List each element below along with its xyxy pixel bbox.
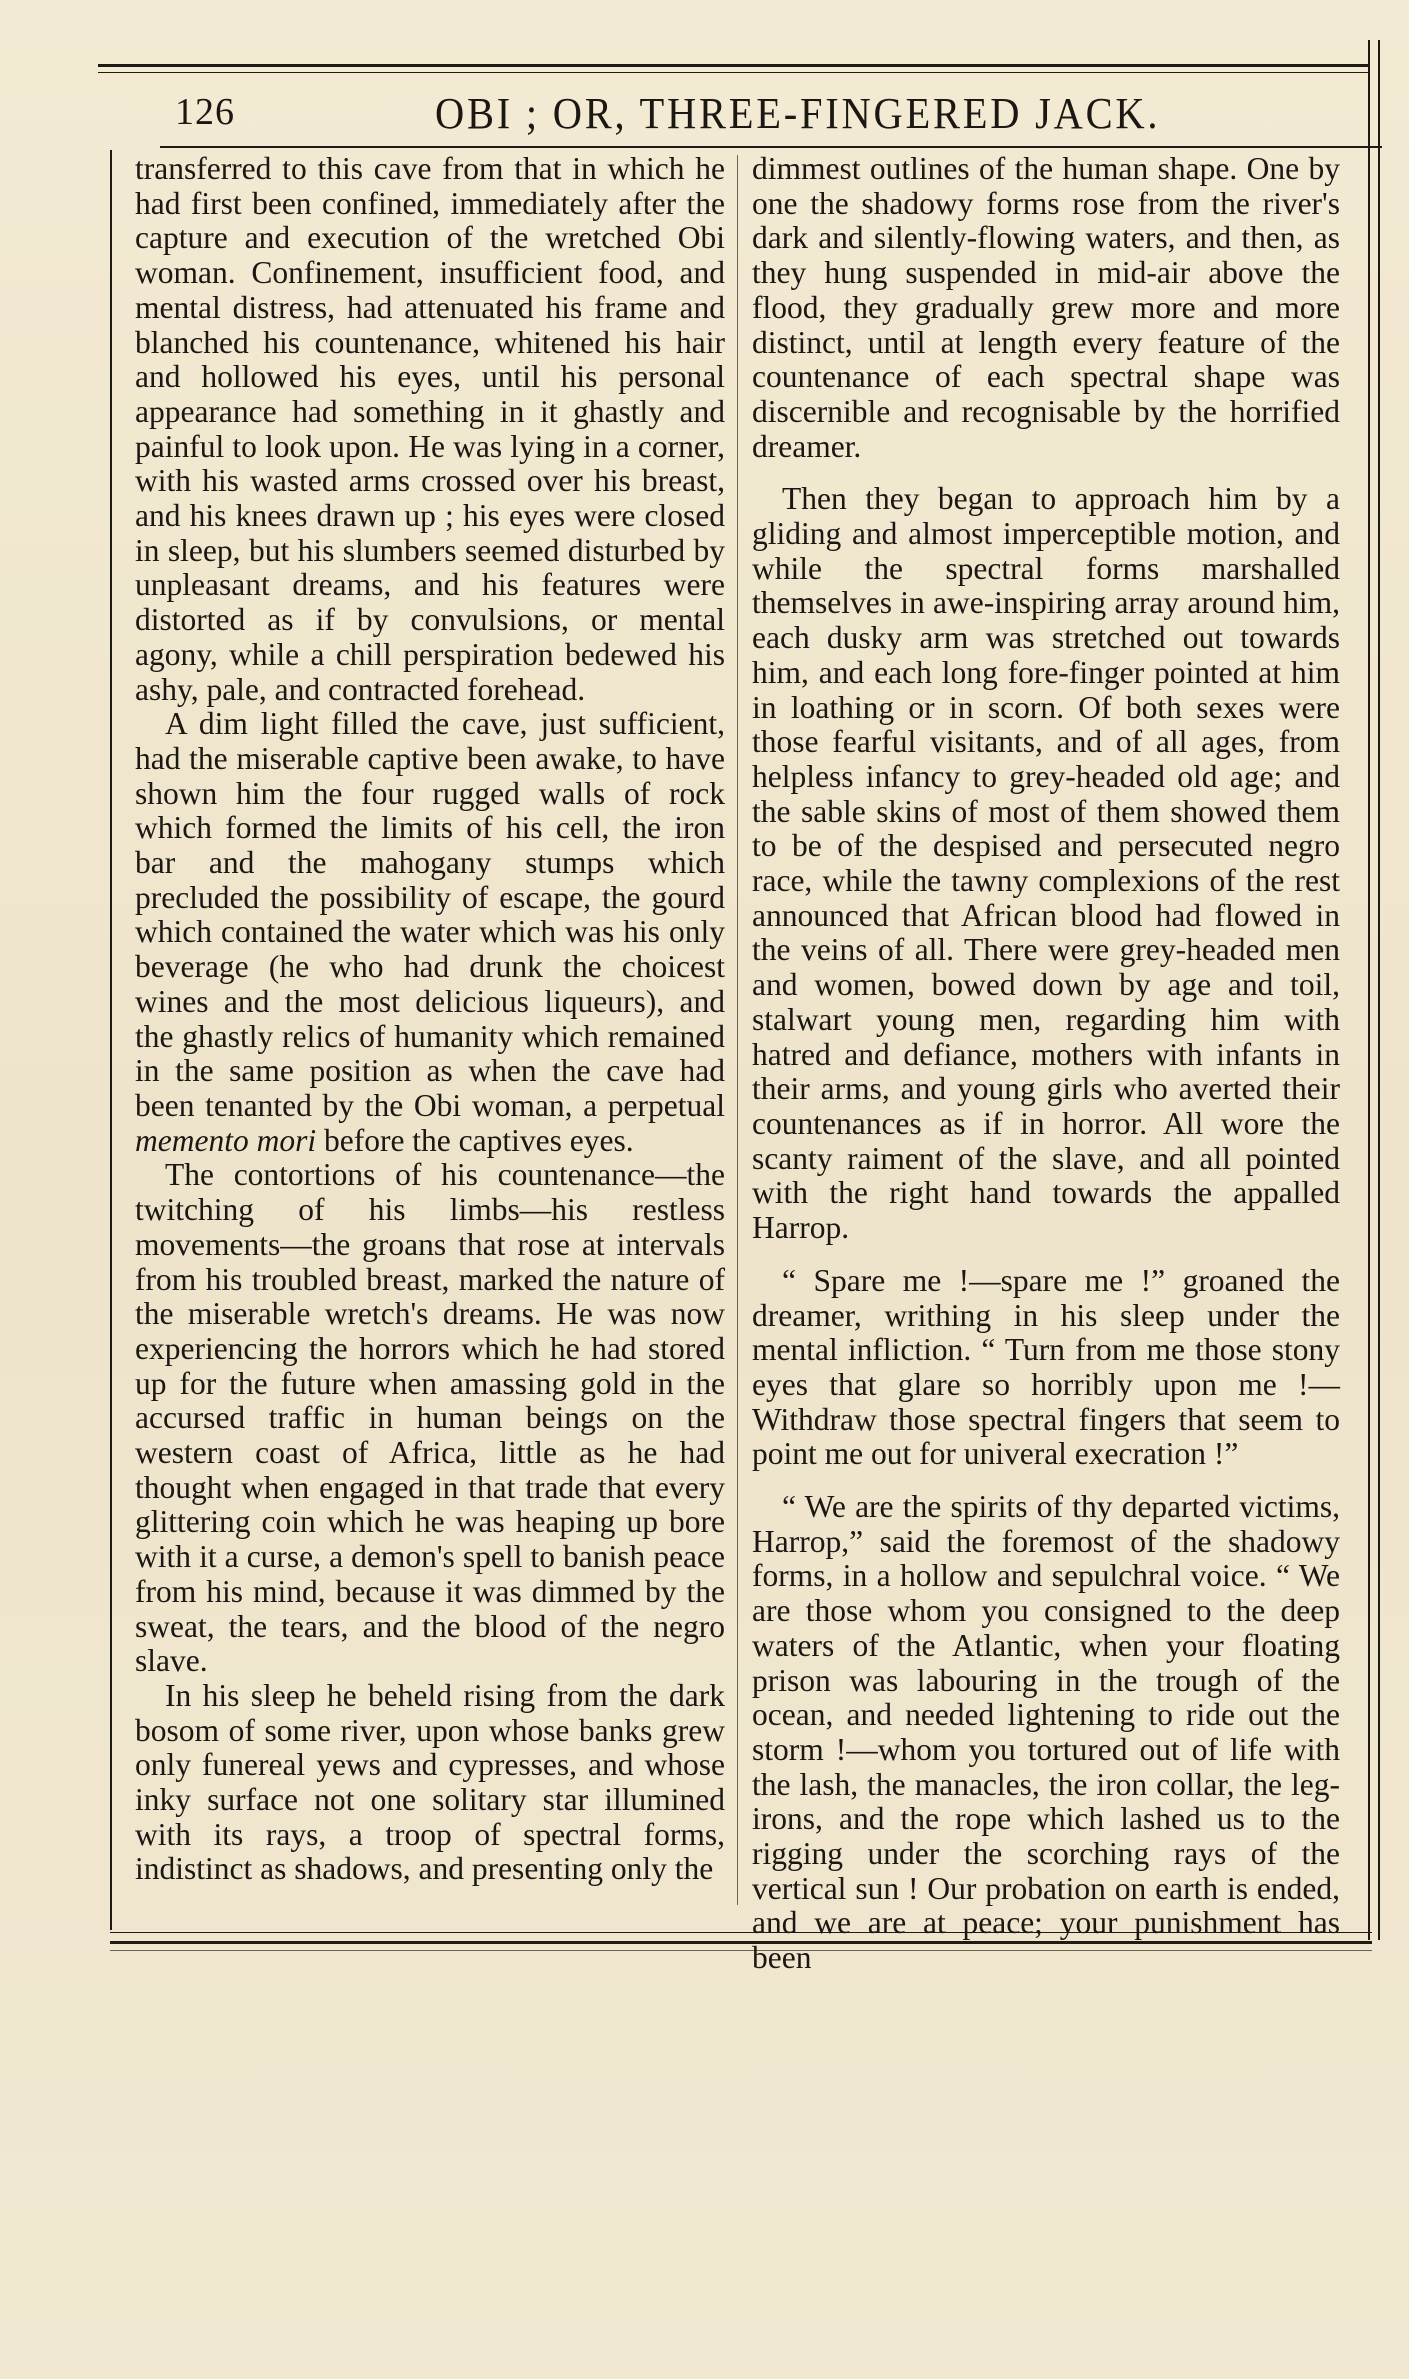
right-column bbox=[752, 152, 1340, 1976]
left-column bbox=[135, 152, 725, 1887]
left-paragraph-2-text: A dim light filled the cave, just sufficient, had the miserable captive been awake, to have shown him the four rugged walls of rock which formed the limits of his cell, the iron bar and the mahogany stumps which precluded the possibility of escape, the gourd which contained the water which was his only beverage (he who had drunk the choicest wines and the most delicious liqueurs), and the ghastly relics of humanity which remained in the same position as when the cave had been tenanted by the Obi woman, a perpetual bbox=[135, 706, 725, 1123]
left-paragraph-1: transferred to this cave from that in which he had first been confined, immediately after the capture and execution of the wretched Obi woman. Confinement, insufficient food, and mental distress, had attenuated his frame and blanched his countenance, whitened his hair and hollowed his eyes, until his personal appearance had something in it ghastly and painful to look upon. He was lying in a corner, with his wasted arms crossed over his breast, and his knees drawn up ; his eyes were closed in sleep, but his slumbers seemed disturbed by unpleasant dreams, and his features were distorted as if by convulsions, or mental agony, while a chill perspiration bedewed his ashy, pale, and contracted forehead. bbox=[135, 151, 725, 707]
running-title: OBI ; OR, THREE-FINGERED JACK. bbox=[435, 89, 1161, 138]
page-number: 126 bbox=[175, 91, 235, 133]
left-border-rule bbox=[110, 150, 112, 1930]
left-paragraph-2 bbox=[135, 707, 725, 1158]
page-header bbox=[160, 88, 1380, 148]
left-paragraph-2-end: before the captives eyes. bbox=[323, 1122, 634, 1158]
left-paragraph-3: The contortions of his countenance—the twitching of his limbs—his restless movements—the groans that rose at intervals from his troubled breast, marked the nature of the miserable wretch's dreams. He was now experiencing the horrors which he had stored up for the future when amassing gold in the accursed traffic in human beings on the western coast of Africa, little as he had thought when engaged in that trade that every glittering coin which he was heaping up bore with it a curse, a demon's spell to banish peace from his mind, because it was dimmed by the sweat, the tears, and the blood of the negro slave. bbox=[135, 1157, 725, 1679]
right-paragraph-3: “ Spare me !—spare me !” groaned the dreamer, writhing in his sleep under the mental infliction. “ Turn from me those stony eyes that glare so horribly upon me !—Withdraw those spectral fingers that seem to point me out for univeral execration !” bbox=[752, 1262, 1340, 1472]
right-paragraph-4: “ We are the spirits of thy departed victims, Harrop,” said the foremost of the shadowy forms, in a hollow and sepulchral voice. “ We are those whom you consigned to the deep waters of the Atlantic, when your floating prison was labouring in the trough of the ocean, and needed lightening to ride out the storm !—whom you tortured out of life with the lash, the manacles, the iron collar, the leg-irons, and the rope which lashed us to the rigging under the scorching rays of the vertical sun ! Our probation on earth is ended, and we are at peace; your punishment has been bbox=[752, 1489, 1340, 1976]
right-border-rule-outer bbox=[1378, 40, 1380, 1940]
right-paragraph-1: dimmest outlines of the human shape. One by one the shadowy forms rose from the river's dark and silently-flowing waters, and then, as they hung suspended in mid-air above the flood, they gradually grew more and more distinct, until at length every feature of the countenance of each spectral shape was discernible and recognisable by the horrified dreamer. bbox=[752, 151, 1340, 464]
right-border-rule bbox=[1368, 40, 1370, 1940]
top-rule-thick bbox=[98, 64, 1370, 67]
right-paragraph-2: Then they began to approach him by a gliding and almost imperceptible motion, and while the spectral forms marshalled themselves in awe-inspiring array around him, each dusky arm was stretched out towards him, and each long fore-finger pointed at him in loathing or in scorn. Of both sexes were those fearful visitants, and of all ages, from helpless infancy to grey-headed old age; and the sable skins of most of them showed them to be of the despised and persecuted negro race, while the tawny complexions of the rest announced that African blood had flowed in the veins of all. There were grey-headed men and women, bowed down by age and toil, stalwart young men, regarding him with hatred and defiance, mothers with infants in their arms, and young girls who averted their countenances as if in horror. All wore the scanty raiment of the slave, and all pointed with the right hand towards the appalled Harrop. bbox=[752, 481, 1340, 1246]
column-divider bbox=[737, 155, 738, 1905]
memento-mori-phrase: memento mori bbox=[135, 1122, 317, 1158]
top-rule-thin bbox=[98, 72, 1370, 73]
left-paragraph-4: In his sleep he beheld rising from the dark bosom of some river, upon whose banks grew only funereal yews and cypresses, and whose inky surface not one solitary star illumined with its rays, a troop of spectral forms, indistinct as shadows, and presenting only the bbox=[135, 1677, 725, 1887]
